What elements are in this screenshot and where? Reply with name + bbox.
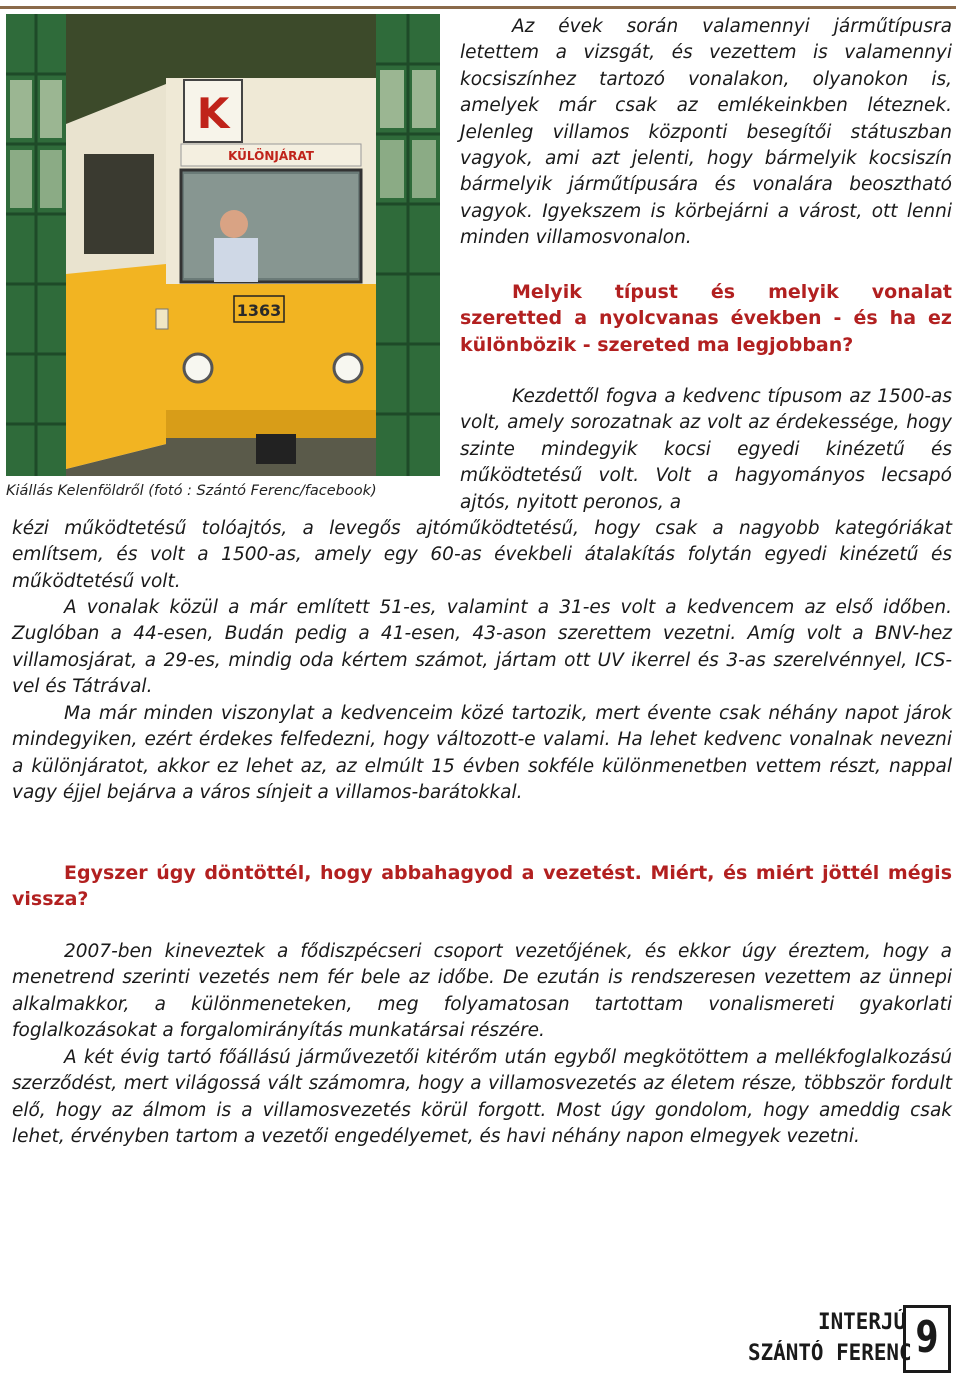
page-footer [746,1305,956,1375]
fleet-number: 1363 [236,301,282,320]
paragraph-6: A két évig tartó főállású járművezetői kitérőm után egyből megkötöttem a mellékfoglalkozású szerződést, mert világossá vált számomra, hogy a villamosvezetés az életem része, többször fordult elő, hogy az álmom is a villamosvezetés körül forgott. Most úgy gondolom, hogy ameddig csak lehet, érvényben tartom a vezetői engedélyemet, és havi néhány napon elmegyek vezetni. [12,1047,952,1148]
headlight-left [184,354,212,382]
route-sign-letter: K [196,89,230,138]
question-1: Melyik típust és melyik vonalat szeretted a nyolcvanas években - és ha ez különbözik - szereted ma legjobban? [460,281,952,356]
paragraph-3: A vonalak közül a már említett 51-es, valamint a 31-es volt a kedvencem az első időben. Zuglóban a 44-esen, Budán pedig a 41-esen, 43-ason szerettem vezetni. Amíg volt a BNV-hez villamosjárat, a 29-es, mindig oda kértem számot, jártam ott UV ikerrel és 3-as szerelvénnyel, ICS-vel és Tátrával. [12,597,952,698]
tram-photo [6,14,440,476]
destination-sign-text: KÜLÖNJÁRAT [228,149,314,163]
headlight-right [334,354,362,382]
driver [220,210,248,238]
photo-caption: Kiállás Kelenföldről (fotó : Szántó Ferenc/facebook) [6,483,377,499]
page-number-box [903,1305,951,1373]
question-2: Egyszer úgy döntöttél, hogy abbahagyod a vezetést. Miért, és miért jöttél mégis vissza? [12,862,952,911]
top-rule [0,6,956,9]
paragraph-2-part-1: Kezdettől fogva a kedvenc típusom az 1500-as volt, amely sorozatnak az volt az érdekessége, hogy szinte mindegyik kocsi egyedi kinézetű és működtetésű volt. Volt a hagyományos lecsapó ajtós, nyitott peronos, a [460,386,952,513]
tram-illustration [6,14,440,476]
paragraph-1: Az évek során valamennyi járműtípusra letettem a vizsgát, és vezettem is valamennyi kocsiszínhez tartozó vonalakon, olyanokon is, amelyek már csak az emlékeinkben léteznek. Jelenleg villamos központi besegítői státuszban vagyok, ami azt jelenti, hogy bármelyik kocsiszín bármelyik járműtípusára és vonalára beosztható vagyok. Igyekszem is körbejárni a várost, ott lenni minden villamosvonalon. [460,16,952,249]
footer-section: INTERJÚ [818,1310,907,1335]
paragraph-2-part-2: kézi működtetésű tolóajtós, a levegős ajtóműködtetésű, hogy csak a nagyobb kategóriákat említsem, és volt a 1500-as, amely egy 60-as évekbeli átalakítás folytán egyedi kinézetű és működtetésű volt. [12,518,952,592]
paragraph-4: Ma már minden viszonylat a kedvenceim közé tartozik, mert évente csak néhány napot járok mindegyiken, ezért érdekes felfedezni, hogy változott-e valami. Ha lehet kedvenc vonalnak nevezni a különjáratot, akkor ez lehet az, az elmúlt 15 évben sokféle különmenetben vettem részt, nappal vagy éjjel bejárva a város sínjeit a villamos-barátokkal. [12,703,952,804]
page-number: 9 [915,1312,939,1363]
paragraph-5: 2007-ben kineveztek a fődiszpécseri csoport vezetőjének, és ekkor úgy éreztem, hogy a menetrend szerinti vezetés nem fér bele az időbe. De ezután is rendszeresen vezettem az ünnepi alkalmakkor, a különmeneteken, meg folyamatosan tartottam vonalismereti gyakorlati foglalkozásokat a forgalomirányítás munkatársai részére. [12,941,952,1042]
footer-name: SZÁNTÓ FERENC [748,1341,912,1366]
